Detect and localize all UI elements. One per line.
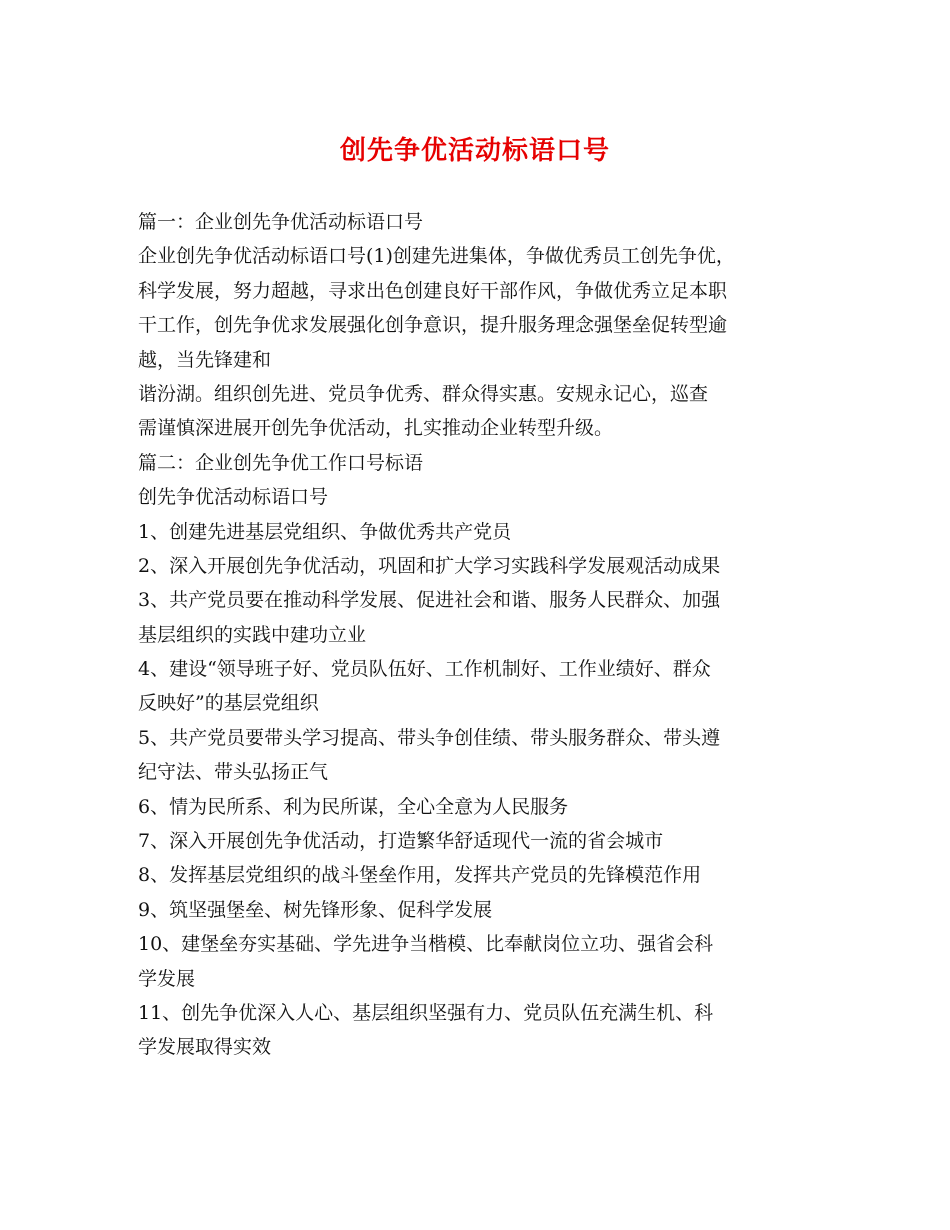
text-line: 学发展 xyxy=(138,967,196,990)
text-line: 10、建堡垒夯实基础、学先进争当楷模、比奉献岗位立功、强省会科 xyxy=(138,933,714,956)
text-line: 1、创建先进基层党组织、争做优秀共产党员 xyxy=(138,520,512,543)
text-line: 越，当先锋建和 xyxy=(138,348,272,371)
text-line: 反映好”的基层党组织 xyxy=(138,692,319,715)
text-line: 9、筑坚强堡垒、树先锋形象、促科学发展 xyxy=(138,898,493,921)
text-line: 篇一：企业创先争优活动标语口号 xyxy=(138,211,424,233)
text-line: 基层组织的实践中建功立业 xyxy=(138,623,367,646)
text-line: 创先争优活动标语口号 xyxy=(138,486,329,509)
text-line: 科学发展，努力超越，寻求出色创建良好干部作风，争做优秀立足本职 xyxy=(138,279,728,302)
text-line: 11、创先争优深入人心、基层组织坚强有力、党员队伍充满生机、科 xyxy=(138,1001,714,1024)
document-title: 创先争优活动标语口号 xyxy=(339,136,610,166)
text-line: 谐汾湖。组织创先进、党员争优秀、群众得实惠。安规永记心，巡查 xyxy=(138,382,709,405)
document-body xyxy=(138,205,828,1065)
text-line: 7、深入开展创先争优活动，打造繁华舒适现代一流的省会城市 xyxy=(138,830,664,853)
text-line: 5、共产党员要带头学习提高、带头争创佳绩、带头服务群众、带头遵 xyxy=(138,726,721,749)
text-line: 纪守法、带头弘扬正气 xyxy=(138,761,329,784)
text-line: 6、情为民所系、利为民所谋，全心全意为人民服务 xyxy=(138,795,569,818)
text-line: 干工作，创先争优求发展强化创争意识，提升服务理念强堡垒促转型逾 xyxy=(138,314,728,337)
text-line: 8、发挥基层党组织的战斗堡垒作用，发挥共产党员的先锋模范作用 xyxy=(138,864,702,887)
text-line: 4、建设“领导班子好、党员队伍好、工作机制好、工作业绩好、群众 xyxy=(138,658,711,681)
text-line: 需谨慎深进展开创先争优活动，扎实推动企业转型升级。 xyxy=(138,417,614,440)
text-line: 篇二：企业创先争优工作口号标语 xyxy=(138,451,424,474)
text-line: 企业创先争优活动标语口号(1)创建先进集体，争做优秀员工创先争优， xyxy=(138,245,735,268)
text-line: 3、共产党员要在推动科学发展、促进社会和谐、服务人民群众、加强 xyxy=(138,589,721,612)
text-line: 2、深入开展创先争优活动，巩固和扩大学习实践科学发展观活动成果 xyxy=(138,554,721,577)
text-line: 学发展取得实效 xyxy=(138,1036,272,1059)
